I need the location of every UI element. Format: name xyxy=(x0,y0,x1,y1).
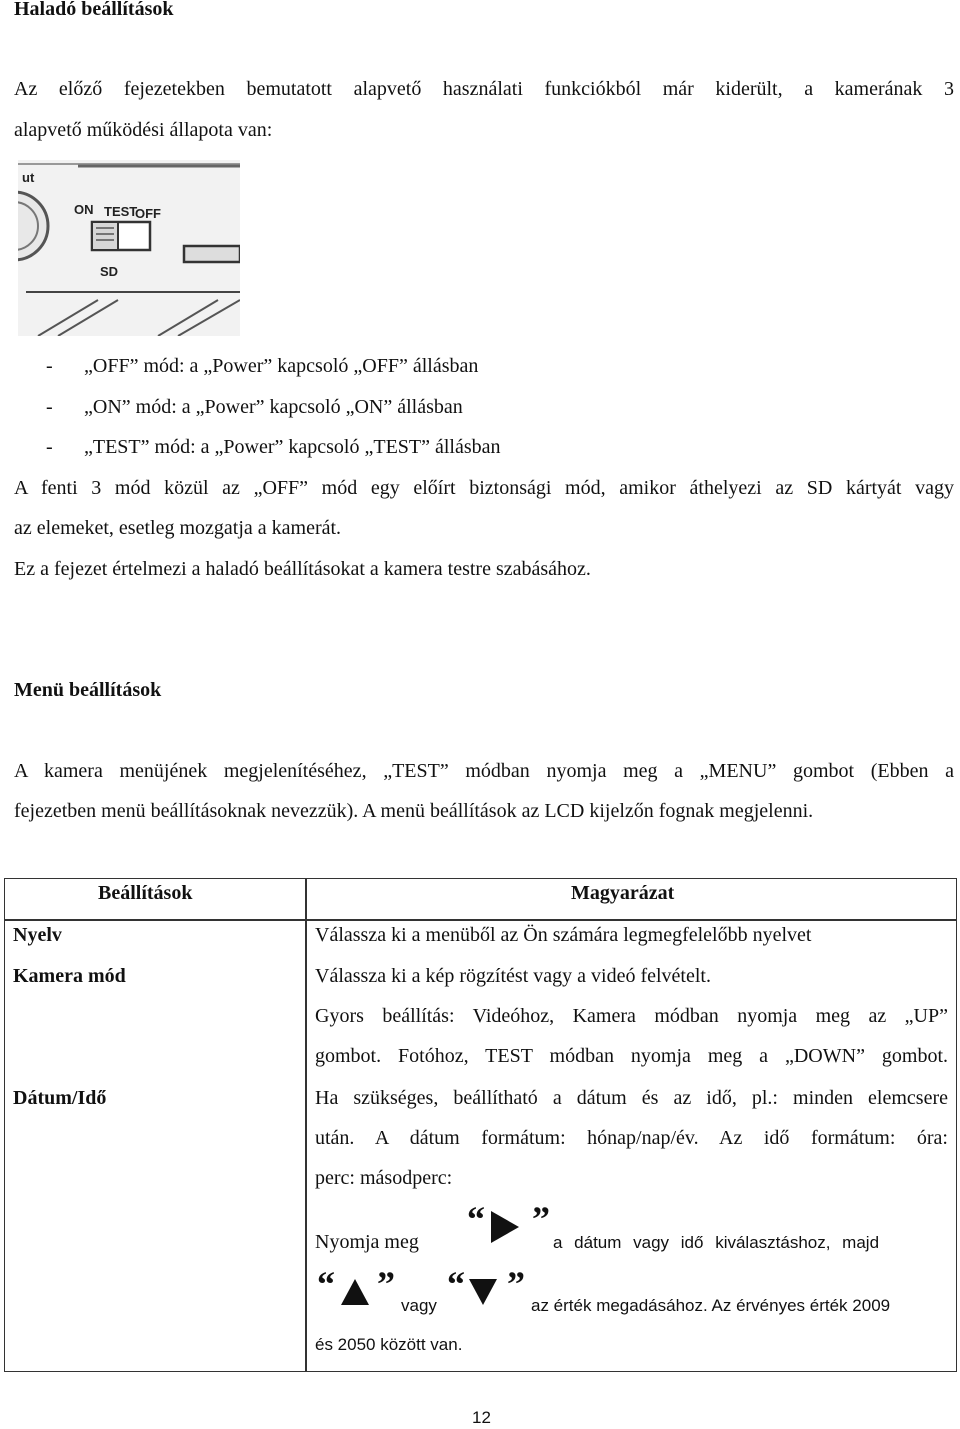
mode-test: „TEST” mód: a „Power” kapcsoló „TEST” állásban xyxy=(84,436,501,458)
table-column-divider xyxy=(305,879,307,1371)
value-text: az érték megadásához. Az érvényes érték 2009 xyxy=(531,1296,891,1315)
safety-line-1: A fenti 3 mód közül az „OFF” mód egy előírt biztonsági mód, amikor áthelyezi az SD kártyát vagy xyxy=(14,477,954,499)
row-label-language: Nyelv xyxy=(13,924,62,946)
page-heading: Haladó beállítások xyxy=(14,0,174,20)
press-text: Nyomja meg xyxy=(315,1231,419,1253)
safety-line-2: az elemeket, esetleg mozgatja a kamerát. xyxy=(14,517,342,539)
row-text-language: Válassza ki a menüből az Ön számára legmegfelelőbb nyelvet xyxy=(315,924,812,946)
datetime-line-1: Ha szükséges, beállítható a dátum és az idő, pl.: minden elemcsere xyxy=(315,1087,948,1109)
mode-dash-test: - xyxy=(46,436,53,458)
label-on: ON xyxy=(74,202,94,217)
settings-table: Beállítások Magyarázat Nyelv Válassza ki a menüből az Ön számára legmegfelelőbb nyelvet Kamera mód Válassza ki a kép rögzítést vagy a videó felvételt. Gyors beállítás: Videóhoz, Kamera módban nyomja meg az „UP” gombot. Fotóhoz, TEST módban nyomja meg a „DOWN” gombot. Dátum/Idő Ha szükséges, beállítható a dátum és az idő, pl.: minden elemcsere után. A dátum formátum: hónap/nap/év. Az idő formátum: óra: perc: másodperc: Nyomja meg “ ” a dátum vagy idő kiválasztáshoz, majd “ ” vagy “ ” az érték megadásához. Az érvényes érték 2009 és 2050 között van. xyxy=(4,878,957,1372)
row-label-datetime: Dátum/Idő xyxy=(13,1087,107,1109)
mode-off: „OFF” mód: a „Power” kapcsoló „OFF” állásban xyxy=(84,355,479,377)
range-text: és 2050 között van. xyxy=(315,1335,463,1354)
switch-knob xyxy=(92,222,118,250)
label-sd: SD xyxy=(100,264,119,279)
mode-on: „ON” mód: a „Power” kapcsoló „ON” állásban xyxy=(84,396,463,418)
label-test: TEST xyxy=(104,204,138,219)
chapter-note: Ez a fejezet értelmezi a haladó beállításokat a kamera testre szabásához. xyxy=(14,558,591,580)
label-input: ut xyxy=(22,170,35,185)
intro-line-2: alapvető működési állapota van: xyxy=(14,119,273,141)
mode-dash-on: - xyxy=(46,396,53,418)
row-label-camera-mode: Kamera mód xyxy=(13,965,126,987)
datetime-line-2: után. A dátum formátum: hónap/nap/év. Az idő formátum: óra: xyxy=(315,1127,948,1149)
mode-dash-off: - xyxy=(46,355,53,377)
sd-slot xyxy=(184,246,240,262)
menu-line-2: fejezetben menü beállításoknak nevezzük). A menü beállítások az LCD kijelzőn fognak megjelenni. xyxy=(14,800,814,822)
camera-mode-line-1: Válassza ki a kép rögzítést vagy a videó felvételt. xyxy=(315,965,711,987)
camera-mode-line-3: gombot. Fotóhoz, TEST módban nyomja meg a „DOWN” gombot. xyxy=(315,1045,948,1067)
camera-switch-image xyxy=(18,160,240,336)
page-number: 12 xyxy=(472,1408,491,1427)
select-text: a dátum vagy idő kiválasztáshoz, majd xyxy=(553,1233,880,1252)
or-text: vagy xyxy=(401,1296,437,1315)
header-settings: Beállítások xyxy=(98,882,193,904)
table-header-divider xyxy=(5,919,956,921)
label-off: OFF xyxy=(135,206,161,221)
menu-heading: Menü beállítások xyxy=(14,679,162,701)
menu-line-1: A kamera menüjének megjelenítéséhez, „TEST” módban nyomja meg a „MENU” gombot (Ebben a xyxy=(14,760,954,782)
camera-mode-line-2: Gyors beállítás: Videóhoz, Kamera módban nyomja meg az „UP” xyxy=(315,1005,948,1027)
intro-line-1: Az előző fejezetekben bemutatott alapvető használati funkciókból már kiderült, a kamerának 3 xyxy=(14,78,954,100)
datetime-line-3: perc: másodperc: xyxy=(315,1167,453,1189)
header-explanation: Magyarázat xyxy=(571,882,675,904)
